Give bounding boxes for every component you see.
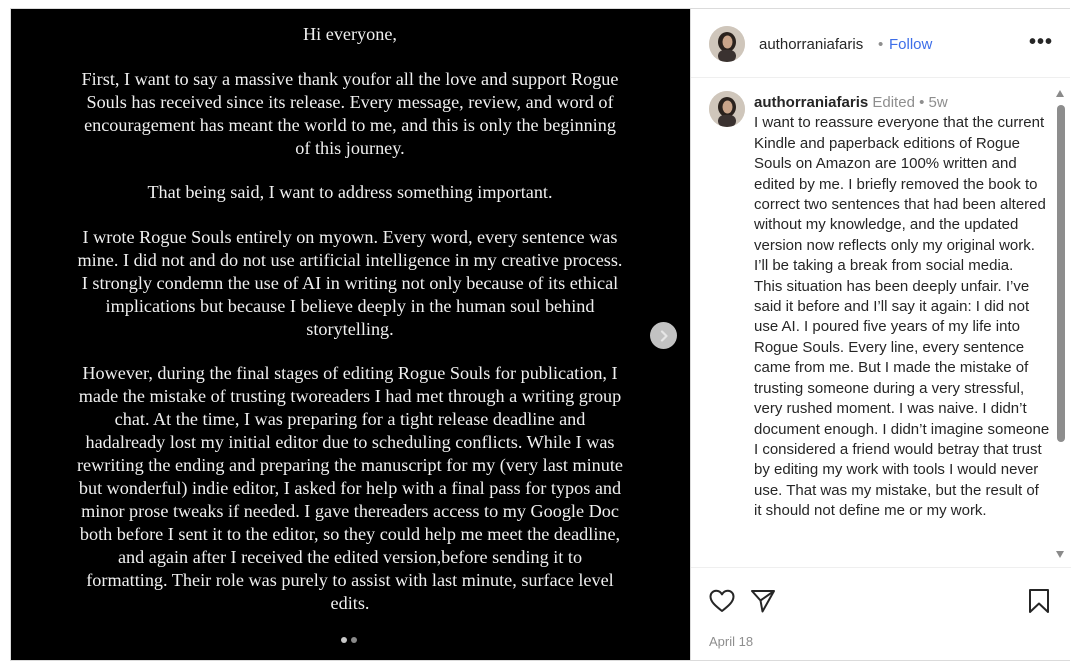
carousel-dot[interactable] [341,637,347,643]
separator-dot: • [878,36,884,53]
author-username[interactable]: authorraniafaris [759,36,864,53]
action-bar [691,567,1071,660]
carousel-dots [341,637,357,643]
post-date[interactable]: April 18 [709,634,754,649]
avatar[interactable] [709,91,745,127]
caption-paragraph: I want to reassure everyone that the current Kindle and paperback editions of Rogue Souls on Amazon are 100% written and edited by me. I briefly removed the book to correct two sentences that had been altered without my knowledge, and the updated version now reflects only my original work. I’ll be taking a break from social media. [754,114,1046,275]
image-paragraph: Hi everyone, [303,24,397,44]
post-age[interactable]: 5w [928,94,948,111]
image-text [77,23,623,637]
image-paragraph: That being said, I want to address something important. [147,182,553,202]
caption-username[interactable]: authorraniafaris [754,94,869,111]
more-options-icon[interactable]: ••• [1029,31,1054,53]
next-slide-button[interactable] [650,322,677,349]
heart-icon [707,586,737,616]
comments-section [691,79,1071,567]
post-header [691,9,1070,78]
follow-button[interactable]: Follow [889,36,933,53]
carousel-dot[interactable] [351,637,357,643]
scrollbar-thumb[interactable] [1057,105,1065,442]
image-paragraph: First, I want to say a massive thank youfor all the love and support Rogue Souls has received since its release. Every message, review, and word of encouragement has meant the world to me, and this is only the beginning of this journey. [81,68,619,158]
caption-paragraph: This situation has been deeply unfair. I’ve said it before and I’ll say it again: I did not use AI. I poured five years of my life into Rogue Souls. Every line, every sentence came from me. But I made the mistake of trusting someone during a very stressful, very rushed moment. I was naive. I didn’t document enough. I didn’t imagine someone I considered a friend would betray that trust by editing my work with tools I would never use. That was my mistake, but the result of it should not define me or my work. [754,277,1050,520]
scroll-down-arrow-icon[interactable] [1056,551,1064,558]
post-sidebar [690,9,1070,660]
like-button[interactable] [707,586,737,616]
scroll-up-arrow-icon[interactable] [1056,90,1064,97]
image-paragraph: However, during the final stages of editing Rogue Souls for publication, I made the mistake of trusting tworeaders I had met through a writing group chat. At the time, I was preparing for a tight release deadline and hadalready lost my initial editor due to scheduling conflicts. While I was rewriting the ending and preparing the manuscript for my (very last minute but wonderful) indie editor, I asked for help with a final pass for typos and minor prose tweaks if needed. I gave thereaders access to my Google Doc both before I sent it to the editor, so they could help me meet the deadline, and again after I received the edited version,before sending it to formatting. Their role was purely to assist with last minute, surface level edits. [77,363,623,613]
chevron-right-icon [658,330,670,342]
post-image [11,9,690,660]
edited-label: Edited [872,94,915,111]
separator-dot: • [919,94,925,111]
bookmark-icon [1024,586,1054,616]
scrollbar[interactable] [1054,85,1066,565]
avatar[interactable] [709,26,745,62]
share-button[interactable] [748,586,778,616]
caption [754,93,1050,522]
post-dialog [10,8,1070,661]
caption-meta [754,93,1050,113]
save-button[interactable] [1024,586,1054,616]
send-icon [748,586,778,616]
image-paragraph: I wrote Rogue Souls entirely on myown. Every word, every sentence was mine. I did not and do not use artificial intelligence in my creative process. I strongly condemn the use of AI in writing not only because of its ethical implications but because I believe deeply in the human soul behind storytelling. [77,226,623,339]
